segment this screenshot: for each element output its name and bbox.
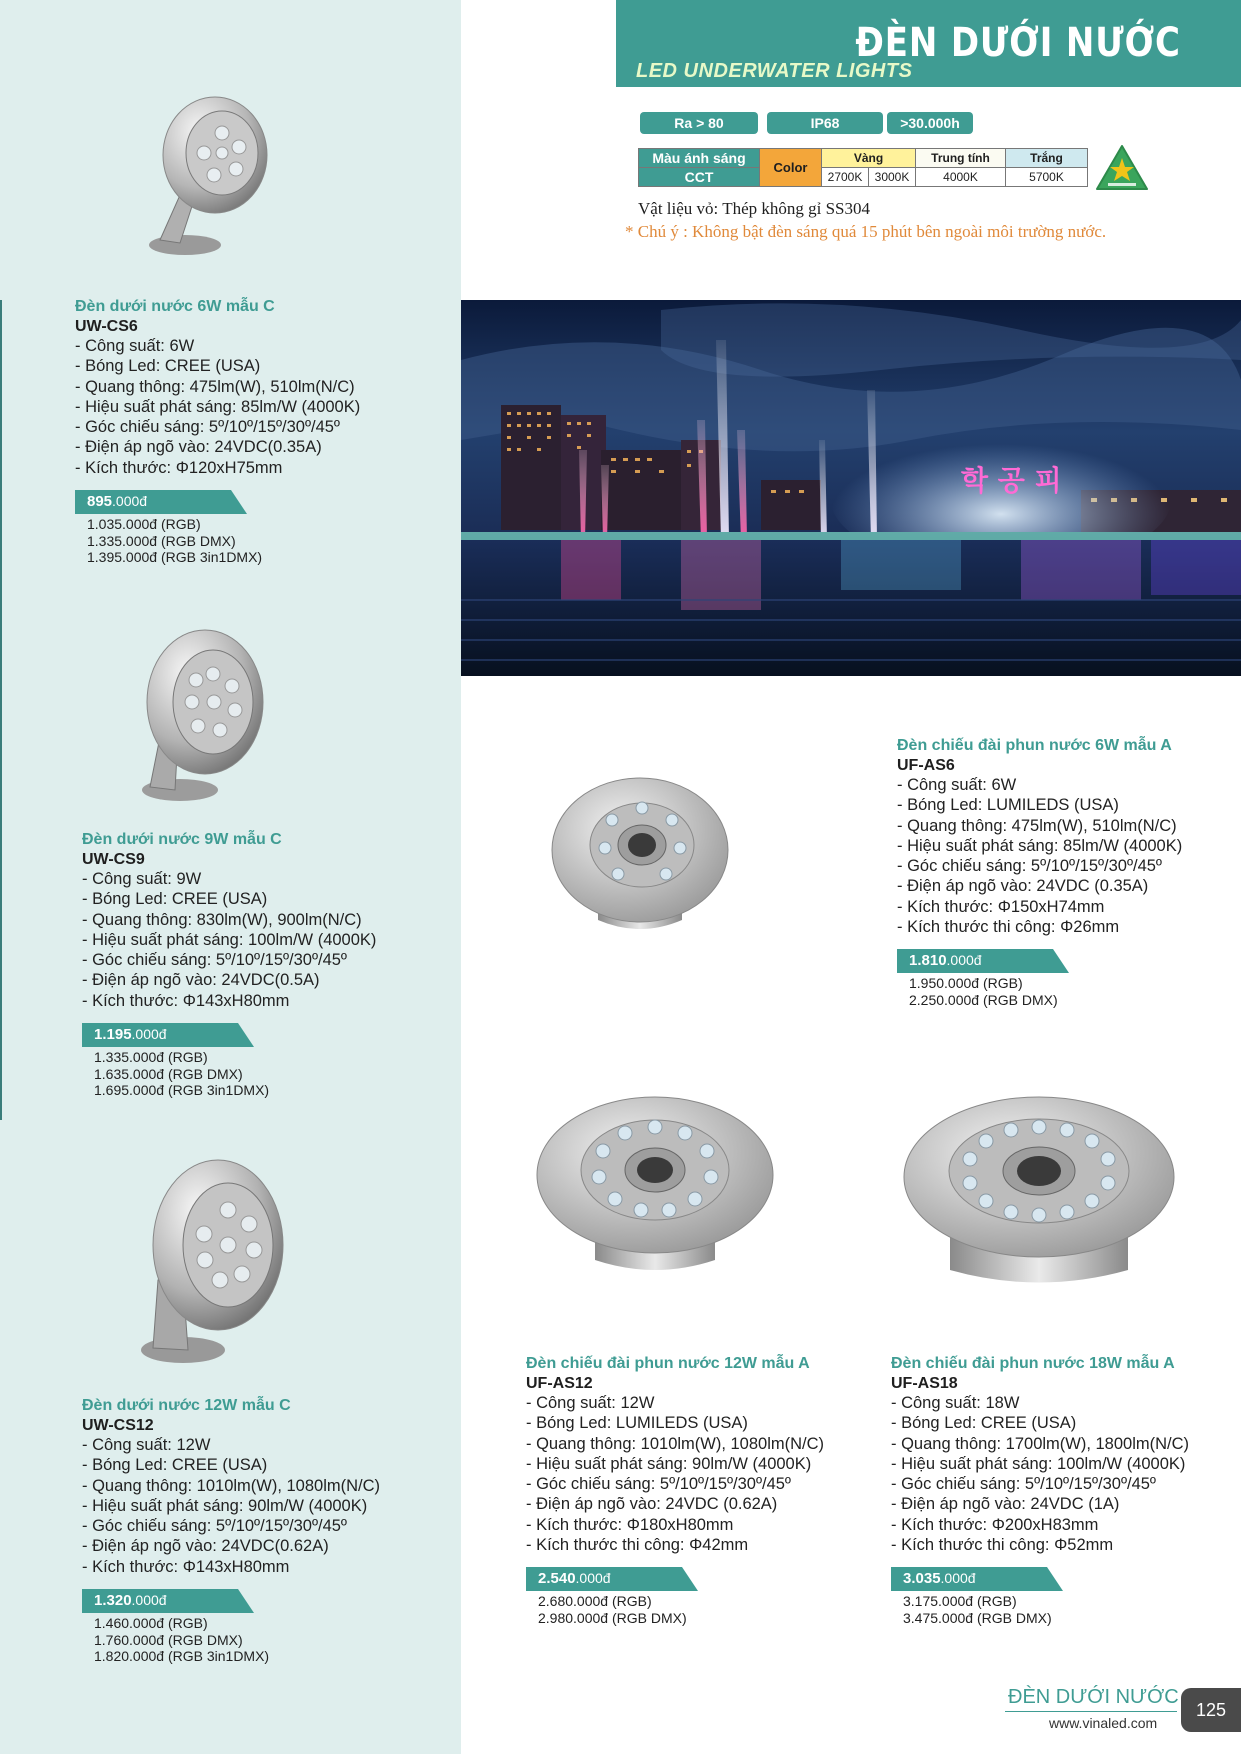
product-uf-as18 xyxy=(891,1355,1236,1626)
product-uf-as6 xyxy=(897,737,1237,1008)
certification-logo-icon xyxy=(1094,143,1150,193)
price-tag xyxy=(891,1567,1063,1591)
trung-tinh-cell: Trung tính xyxy=(916,149,1006,168)
spec-item: - Kích thước: Φ150xH74mm xyxy=(897,897,1105,916)
spec-item: - Quang thông: 830lm(W), 900lm(N/C) xyxy=(82,910,362,929)
spec-list xyxy=(891,1393,1236,1555)
spec-item: - Kích thước: Φ143xH80mm xyxy=(82,1557,290,1576)
spec-item: - Hiệu suất phát sáng: 90lm/W (4000K) xyxy=(526,1454,812,1473)
hero-sign-text: 학 공 피 xyxy=(961,464,1062,497)
price-variant: 2.250.000đ (RGB DMX) xyxy=(909,991,1058,1008)
color-cell: Color xyxy=(760,149,822,187)
spec-item: - Kích thước thi công: Φ26mm xyxy=(897,918,1120,937)
spec-item: - Quang thông: 475lm(W), 510lm(N/C) xyxy=(75,377,355,396)
spec-item: - Điện áp ngõ vào: 24VDC (0.62A) xyxy=(526,1495,778,1514)
light-spec-table xyxy=(638,148,1088,187)
price-variant: 3.475.000đ (RGB DMX) xyxy=(903,1609,1052,1626)
price-variant: 1.335.000đ (RGB) xyxy=(94,1049,208,1066)
product-uw-cs12 xyxy=(82,1397,462,1665)
page-number: 125 xyxy=(1181,1688,1241,1732)
spec-item: - Điện áp ngõ vào: 24VDC(0.35A) xyxy=(75,438,322,457)
spec-list xyxy=(82,1435,462,1577)
page-title: ĐÈN DƯỚI NƯỚC xyxy=(855,20,1181,66)
spec-item: - Điện áp ngõ vào: 24VDC (1A) xyxy=(891,1495,1120,1514)
price-variant: 1.335.000đ (RGB DMX) xyxy=(87,532,236,549)
vang-cell: Vàng xyxy=(822,149,916,168)
spec-item: - Quang thông: 475lm(W), 510lm(N/C) xyxy=(897,816,1177,835)
spec-item: - Công suất: 6W xyxy=(75,337,195,355)
cct-label-cell: CCT xyxy=(639,168,760,187)
usage-note: * Chú ý : Không bật đèn sáng quá 15 phút bên ngoài môi trường nước. xyxy=(625,222,1107,241)
product-uw-cs9 xyxy=(82,831,462,1099)
spec-list xyxy=(897,775,1237,937)
spec-item: - Kích thước: Φ200xH83mm xyxy=(891,1515,1099,1534)
price-variant: 1.820.000đ (RGB 3in1DMX) xyxy=(94,1648,270,1665)
color-label-cell: Màu ánh sáng xyxy=(639,149,760,168)
price-main: 2.540 xyxy=(538,1570,576,1588)
page-subtitle: LED UNDERWATER LIGHTS xyxy=(636,60,913,82)
price-tag xyxy=(82,1023,254,1047)
product-name: Đèn dưới nước 6W mẫu C xyxy=(75,298,275,315)
spec-item: - Góc chiếu sáng: 5º/10º/15º/30º/45º xyxy=(82,1517,347,1536)
product-name: Đèn chiếu đài phun nước 18W mẫu A xyxy=(891,1355,1175,1372)
price-variant: 1.760.000đ (RGB DMX) xyxy=(94,1631,243,1648)
badge-ip68: IP68 xyxy=(767,112,883,134)
price-variants xyxy=(909,975,1237,1008)
uf-as18-lamp-image xyxy=(902,1095,1177,1290)
spec-item: - Điện áp ngõ vào: 24VDC (0.35A) xyxy=(897,877,1149,896)
spec-item: - Góc chiếu sáng: 5º/10º/15º/30º/45º xyxy=(526,1475,791,1494)
spec-item: - Quang thông: 1700lm(W), 1800lm(N/C) xyxy=(891,1434,1190,1453)
price-suffix: .000đ xyxy=(131,1592,167,1609)
price-suffix: .000đ xyxy=(946,952,982,969)
cct-value-cell: 3000K xyxy=(869,168,916,187)
price-variant: 1.035.000đ (RGB) xyxy=(87,516,201,533)
spec-item: - Hiệu suất phát sáng: 85lm/W (4000K) xyxy=(75,397,361,416)
uf-as6-lamp-image xyxy=(550,770,730,940)
spec-item: - Góc chiếu sáng: 5º/10º/15º/30º/45º xyxy=(891,1475,1156,1494)
product-code: UF-AS18 xyxy=(891,1375,958,1392)
product-name: Đèn dưới nước 12W mẫu C xyxy=(82,1397,291,1414)
header-band xyxy=(616,0,1241,87)
trang-cell: Trắng xyxy=(1006,149,1088,168)
spec-item: - Góc chiếu sáng: 5º/10º/15º/30º/45º xyxy=(75,418,340,437)
price-main: 1.195 xyxy=(94,1026,132,1044)
spec-item: - Công suất: 12W xyxy=(526,1394,655,1412)
price-variant: 1.395.000đ (RGB 3in1DMX) xyxy=(87,549,263,566)
product-name: Đèn chiếu đài phun nước 6W mẫu A xyxy=(897,737,1172,754)
price-variant: 2.680.000đ (RGB) xyxy=(538,1593,652,1610)
spec-item: - Góc chiếu sáng: 5º/10º/15º/30º/45º xyxy=(82,951,347,970)
price-main: 895 xyxy=(87,493,113,511)
product-uw-cs6 xyxy=(75,298,455,566)
spec-item: - Hiệu suất phát sáng: 100lm/W (4000K) xyxy=(82,930,377,949)
left-edge-line xyxy=(0,300,2,1120)
product-uf-as12 xyxy=(526,1355,866,1626)
price-variants xyxy=(903,1593,1236,1626)
spec-item: - Bóng Led: CREE (USA) xyxy=(82,1456,268,1475)
price-main: 1.810 xyxy=(909,952,947,970)
price-variant: 3.175.000đ (RGB) xyxy=(903,1593,1017,1610)
badge-ra: Ra > 80 xyxy=(640,112,758,134)
material-text: Vật liệu vỏ: Thép không gỉ SS304 xyxy=(638,199,871,218)
price-tag xyxy=(526,1567,698,1591)
spec-item: - Công suất: 6W xyxy=(897,776,1017,794)
price-variant: 2.980.000đ (RGB DMX) xyxy=(538,1609,687,1626)
spec-item: - Bóng Led: LUMILEDS (USA) xyxy=(526,1414,748,1433)
price-variant: 1.460.000đ (RGB) xyxy=(94,1615,208,1632)
product-name: Đèn chiếu đài phun nước 12W mẫu A xyxy=(526,1355,810,1372)
product-name: Đèn dưới nước 9W mẫu C xyxy=(82,831,282,848)
price-variants xyxy=(87,516,455,566)
price-main: 1.320 xyxy=(94,1592,132,1610)
spec-item: - Công suất: 9W xyxy=(82,870,202,888)
uw-cs6-lamp-image xyxy=(140,85,270,265)
spec-item: - Bóng Led: CREE (USA) xyxy=(891,1414,1077,1433)
price-variant: 1.635.000đ (RGB DMX) xyxy=(94,1065,243,1082)
product-code: UW-CS12 xyxy=(82,1417,154,1434)
product-code: UW-CS9 xyxy=(82,851,145,868)
footer-url: www.vinaled.com xyxy=(1049,1715,1158,1731)
cct-value-cell: 5700K xyxy=(1006,168,1088,187)
uf-as12-lamp-image xyxy=(535,1095,775,1280)
badge-lifetime: >30.000h xyxy=(887,112,973,134)
price-tag xyxy=(897,949,1069,973)
price-suffix: .000đ xyxy=(112,493,148,510)
spec-item: - Công suất: 18W xyxy=(891,1394,1020,1412)
spec-item: - Bóng Led: CREE (USA) xyxy=(82,890,268,909)
product-code: UF-AS12 xyxy=(526,1375,593,1392)
price-suffix: .000đ xyxy=(940,1570,976,1587)
spec-item: - Kích thước thi công: Φ52mm xyxy=(891,1536,1114,1555)
product-code: UW-CS6 xyxy=(75,318,138,335)
spec-item: - Điện áp ngõ vào: 24VDC(0.5A) xyxy=(82,971,320,990)
price-tag xyxy=(75,490,247,514)
spec-item: - Kích thước: Φ180xH80mm xyxy=(526,1515,734,1534)
spec-item: - Kích thước: Φ143xH80mm xyxy=(82,991,290,1010)
fountain-night-photo xyxy=(461,300,1241,676)
spec-list xyxy=(75,336,455,478)
price-variant: 1.695.000đ (RGB 3in1DMX) xyxy=(94,1082,270,1099)
price-tag xyxy=(82,1589,254,1613)
spec-item: - Kích thước: Φ120xH75mm xyxy=(75,458,283,477)
price-suffix: .000đ xyxy=(131,1026,167,1043)
spec-list xyxy=(82,869,462,1011)
spec-list xyxy=(526,1393,866,1555)
footer-divider xyxy=(1005,1711,1177,1712)
spec-item: - Góc chiếu sáng: 5º/10º/15º/30º/45º xyxy=(897,857,1162,876)
spec-item: - Điện áp ngõ vào: 24VDC(0.62A) xyxy=(82,1537,329,1556)
price-variants xyxy=(538,1593,866,1626)
spec-item: - Quang thông: 1010lm(W), 1080lm(N/C) xyxy=(526,1434,825,1453)
price-main: 3.035 xyxy=(903,1570,941,1588)
cct-value-cell: 4000K xyxy=(916,168,1006,187)
uw-cs12-lamp-image xyxy=(128,1150,293,1370)
product-code: UF-AS6 xyxy=(897,757,955,774)
spec-item: - Hiệu suất phát sáng: 90lm/W (4000K) xyxy=(82,1496,368,1515)
spec-item: - Bóng Led: LUMILEDS (USA) xyxy=(897,796,1119,815)
spec-item: - Bóng Led: CREE (USA) xyxy=(75,357,261,376)
spec-item: - Công suất: 12W xyxy=(82,1436,211,1454)
price-variants xyxy=(94,1049,462,1099)
spec-item: - Quang thông: 1010lm(W), 1080lm(N/C) xyxy=(82,1476,381,1495)
footer-title: ĐÈN DƯỚI NƯỚC xyxy=(1008,1686,1179,1708)
price-variant: 1.950.000đ (RGB) xyxy=(909,975,1023,992)
price-suffix: .000đ xyxy=(575,1570,611,1587)
cct-value-cell: 2700K xyxy=(822,168,869,187)
uw-cs9-lamp-image xyxy=(120,622,270,807)
spec-item: - Hiệu suất phát sáng: 100lm/W (4000K) xyxy=(891,1454,1186,1473)
spec-item: - Kích thước thi công: Φ42mm xyxy=(526,1536,749,1555)
price-variants xyxy=(94,1615,462,1665)
spec-item: - Hiệu suất phát sáng: 85lm/W (4000K) xyxy=(897,836,1183,855)
